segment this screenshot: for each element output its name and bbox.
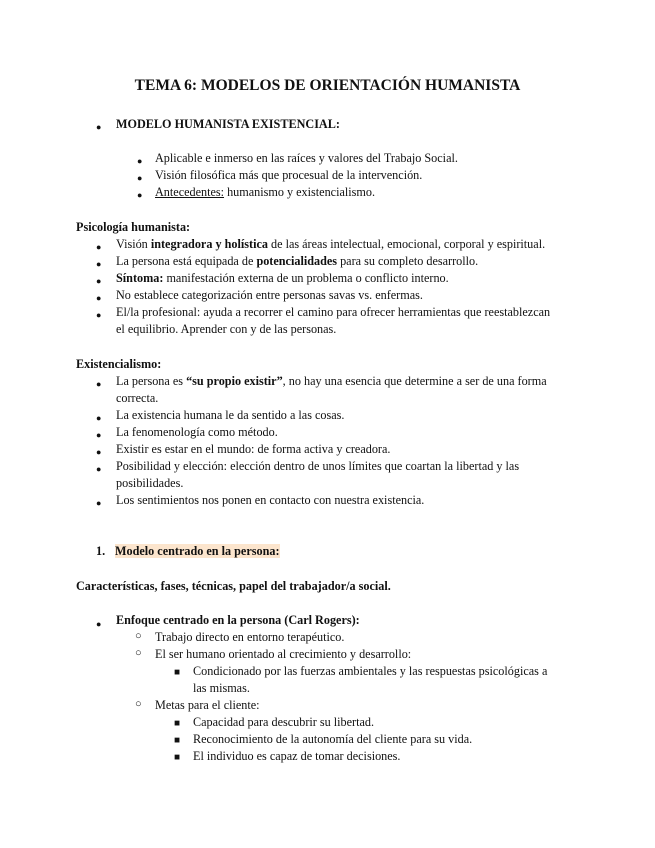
bullet-icon: ●	[96, 259, 102, 269]
list-item: Capacidad para descubrir su libertad.	[193, 715, 375, 729]
subheading: Características, fases, técnicas, papel del trabajador/a social.	[76, 579, 391, 593]
text: La persona está equipada de	[116, 254, 257, 268]
text: Visión	[116, 237, 151, 251]
bullet-icon: ●	[96, 276, 102, 286]
antecedentes-label: Antecedentes:	[155, 185, 225, 199]
list-item-continuation: correcta.	[116, 391, 159, 405]
bullet-icon: ●	[96, 447, 102, 457]
bullet-icon: ●	[137, 173, 143, 183]
list-item	[155, 184, 375, 201]
square-bullet-icon: ■	[174, 735, 181, 746]
list-item: Condicionado por las fuerzas ambientales y las respuestas psicológicas a	[193, 664, 548, 678]
bullet-icon: ●	[96, 293, 102, 303]
list-item	[116, 236, 545, 253]
bullet-icon: ●	[96, 122, 102, 132]
bold-text: Síntoma:	[116, 271, 164, 285]
circle-bullet-icon: ○	[135, 647, 142, 659]
section-heading: Psicología humanista:	[76, 220, 191, 234]
list-number: 1.	[96, 544, 106, 558]
list-item	[116, 270, 449, 287]
bullet-icon: ●	[96, 242, 102, 252]
list-item: Metas para el cliente:	[155, 698, 260, 712]
bullet-icon: ●	[137, 156, 143, 166]
list-item: Posibilidad y elección: elección dentro de unos límites que coartan la libertad y las	[116, 459, 520, 473]
section-heading: MODELO HUMANISTA EXISTENCIAL:	[116, 117, 340, 131]
list-item: Los sentimientos nos ponen en contacto con nuestra existencia.	[116, 493, 425, 507]
list-item: No establece categorización entre personas savas vs. enfermas.	[116, 288, 423, 302]
text: , no hay una esencia que determine a ser de una forma	[282, 374, 547, 388]
list-item: Aplicable e inmerso en las raíces y valores del Trabajo Social.	[155, 151, 458, 165]
text: manifestación externa de un problema o conflicto interno.	[163, 271, 449, 285]
section-heading	[115, 543, 280, 560]
bold-text: “su propio existir”	[186, 374, 283, 388]
section-heading: Existencialismo:	[76, 357, 162, 371]
square-bullet-icon: ■	[174, 667, 181, 678]
bold-text: integradora y holística	[150, 237, 268, 251]
antecedentes-text: humanismo y existencialismo.	[224, 185, 376, 199]
list-item: Trabajo directo en entorno terapéutico.	[155, 630, 345, 644]
list-item: El individuo es capaz de tomar decisiones.	[193, 749, 401, 763]
list-item: La existencia humana le da sentido a las cosas.	[116, 408, 345, 422]
list-item: Enfoque centrado en la persona (Carl Rogers):	[116, 613, 360, 627]
square-bullet-icon: ■	[174, 718, 181, 729]
list-item: Reconocimiento de la autonomía del cliente para su vida.	[193, 732, 473, 746]
circle-bullet-icon: ○	[135, 630, 142, 642]
list-item	[116, 253, 478, 270]
list-item	[116, 373, 547, 390]
square-bullet-icon: ■	[174, 752, 181, 763]
list-item-continuation: las mismas.	[193, 681, 250, 695]
list-item-continuation: el equilibrio. Aprender con y de las personas.	[116, 322, 337, 336]
list-item: La fenomenología como método.	[116, 425, 278, 439]
list-item: Visión filosófica más que procesual de la intervención.	[155, 168, 423, 182]
bullet-icon: ●	[96, 498, 102, 508]
bullet-icon: ●	[96, 619, 102, 629]
list-item: Existir es estar en el mundo: de forma activa y creadora.	[116, 442, 391, 456]
bullet-icon: ●	[96, 310, 102, 320]
list-item: El ser humano orientado al crecimiento y desarrollo:	[155, 647, 412, 661]
text: de las áreas intelectual, emocional, corporal y espiritual.	[267, 237, 546, 251]
page-title: TEMA 6: MODELOS DE ORIENTACIÓN HUMANISTA	[134, 77, 521, 94]
text: La persona es	[116, 374, 187, 388]
bullet-icon: ●	[96, 379, 102, 389]
bullet-icon: ●	[96, 430, 102, 440]
text: para su completo desarrollo.	[337, 254, 479, 268]
bullet-icon: ●	[96, 464, 102, 474]
circle-bullet-icon: ○	[135, 698, 142, 710]
bullet-icon: ●	[137, 190, 143, 200]
highlighted-heading: Modelo centrado en la persona:	[115, 544, 280, 558]
list-item-continuation: posibilidades.	[116, 476, 184, 490]
bold-text: potencialidades	[256, 254, 338, 268]
bullet-icon: ●	[96, 413, 102, 423]
list-item: El/la profesional: ayuda a recorrer el camino para ofrecer herramientas que reestablezcan	[116, 305, 551, 319]
